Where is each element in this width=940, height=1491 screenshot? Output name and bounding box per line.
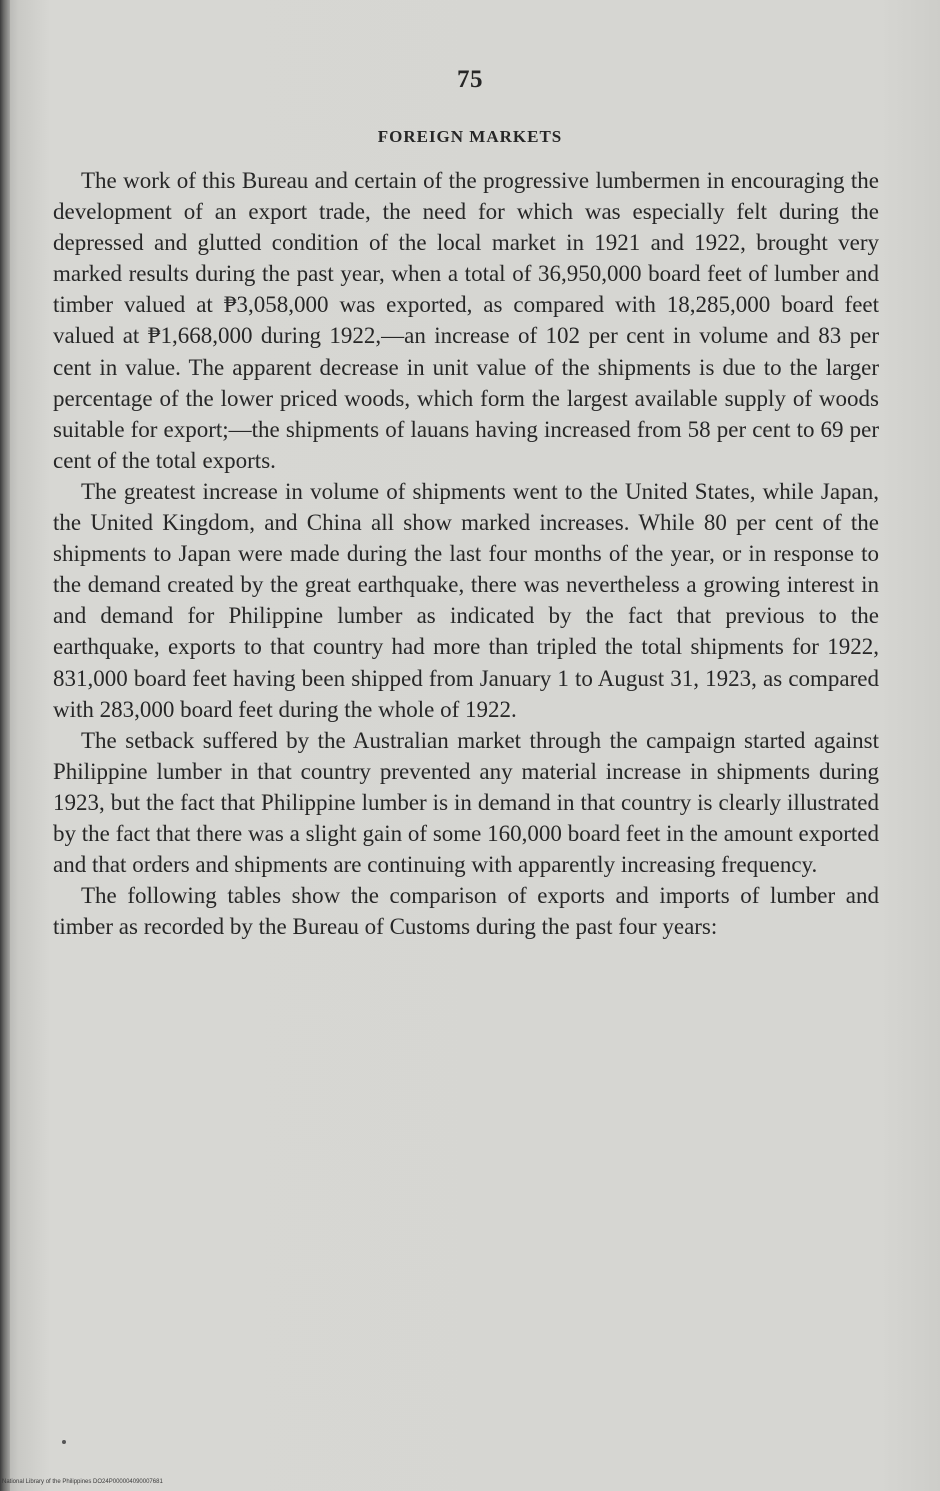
body-text [53, 165, 879, 942]
paragraph-1: The work of this Bureau and certain of the progressive lumbermen in encouraging the development of an export trade, the need for which was especially felt during the depressed and glutted condition of the local market in 1921 and 1922, brought very marked results during the past year, when a total of 36,950,000 board feet of lumber and timber valued at ₱3,058,000 was exported, as compared with 18,285,000 board feet valued at ₱1,668,000 during 1922,—an increase of 102 per cent in volume and 83 per cent in value. The apparent decrease in unit value of the shipments is due to the larger percentage of the lower priced woods, which form the largest available supply of woods suitable for export;—the shipments of lauans having increased from 58 per cent to 69 per cent of the total exports. [53, 168, 879, 473]
paragraph-3: The setback suffered by the Australian market through the campaign started against Philippine lumber in that country prevented any material increase in shipments during 1923, but the fact that Philippine lumber is in demand in that country is clearly illustrated by the fact that there was a slight gain of some 160,000 board feet in the amount exported and that orders and shipments are continuing with apparently increasing frequency. [53, 727, 879, 878]
footer-credit: National Library of the Philippines DO24P000004090007681 [2, 1479, 163, 1485]
section-title: FOREIGN MARKETS [377, 127, 563, 146]
paragraph-2: The greatest increase in volume of shipments went to the United States, while Japan, the United Kingdom, and China all show marked increases. While 80 per cent of the shipments to Japan were made during the last four months of the year, or in response to the demand created by the great earthquake, there was nevertheless a growing interest in and demand for Philippine lumber as indicated by the fact that previous to the earthquake, exports to that country had more than tripled the total shipments for 1922, 831,000 board feet having been shipped from January 1 to August 31, 1923, as compared with 283,000 board feet during the whole of 1922. [53, 478, 879, 722]
paragraph-4: The following tables show the comparison of exports and imports of lumber and timber as recorded by the Bureau of Customs during the past four years: [53, 883, 879, 940]
book-binding-edge [0, 0, 10, 1491]
page-speck [62, 1440, 66, 1444]
page-number: 75 [457, 66, 483, 93]
